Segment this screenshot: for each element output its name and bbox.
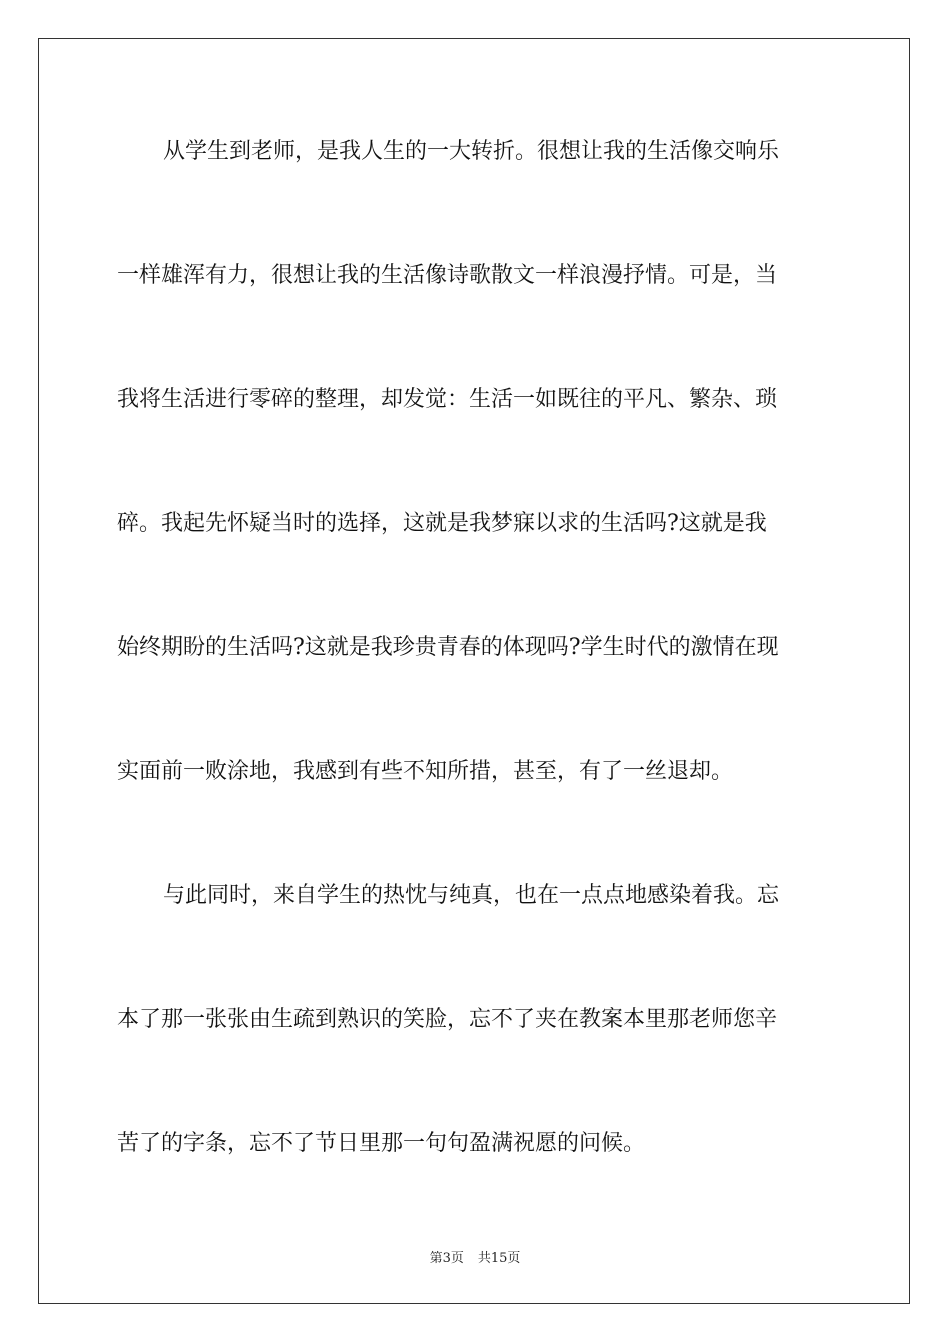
page-footer	[0, 1250, 950, 1268]
paragraph-2-line-1: 与此同时，来自学生的热忱与纯真，也在一点点地感染着我。忘	[163, 883, 780, 908]
paragraph-1-line-1: 从学生到老师，是我人生的一大转折。很想让我的生活像交响乐	[163, 139, 780, 164]
paragraph-1-line-2: 一样雄浑有力，很想让我的生活像诗歌散文一样浪漫抒情。可是，当	[117, 263, 778, 288]
paragraph-2-line-2: 本了那一张张由生疏到熟识的笑脸，忘不了夹在教案本里那老师您辛	[117, 1007, 778, 1032]
page-frame	[38, 38, 910, 1304]
paragraph-1-line-3: 我将生活进行零碎的整理，却发觉：生活一如既往的平凡、繁杂、琐	[117, 387, 778, 412]
page-number: 第3页	[429, 1251, 464, 1266]
paragraph-1-line-6: 实面前一败涂地，我感到有些不知所措，甚至，有了一丝退却。	[117, 759, 734, 784]
paragraph-1-line-4: 碎。我起先怀疑当时的选择，这就是我梦寐以求的生活吗?这就是我	[117, 511, 767, 536]
paragraph-1-line-5: 始终期盼的生活吗?这就是我珍贵青春的体现吗?学生时代的激情在现	[117, 635, 779, 660]
page-total: 共15页	[477, 1251, 521, 1266]
paragraph-2-line-3: 苦了的字条，忘不了节日里那一句句盈满祝愿的问候。	[117, 1131, 646, 1156]
